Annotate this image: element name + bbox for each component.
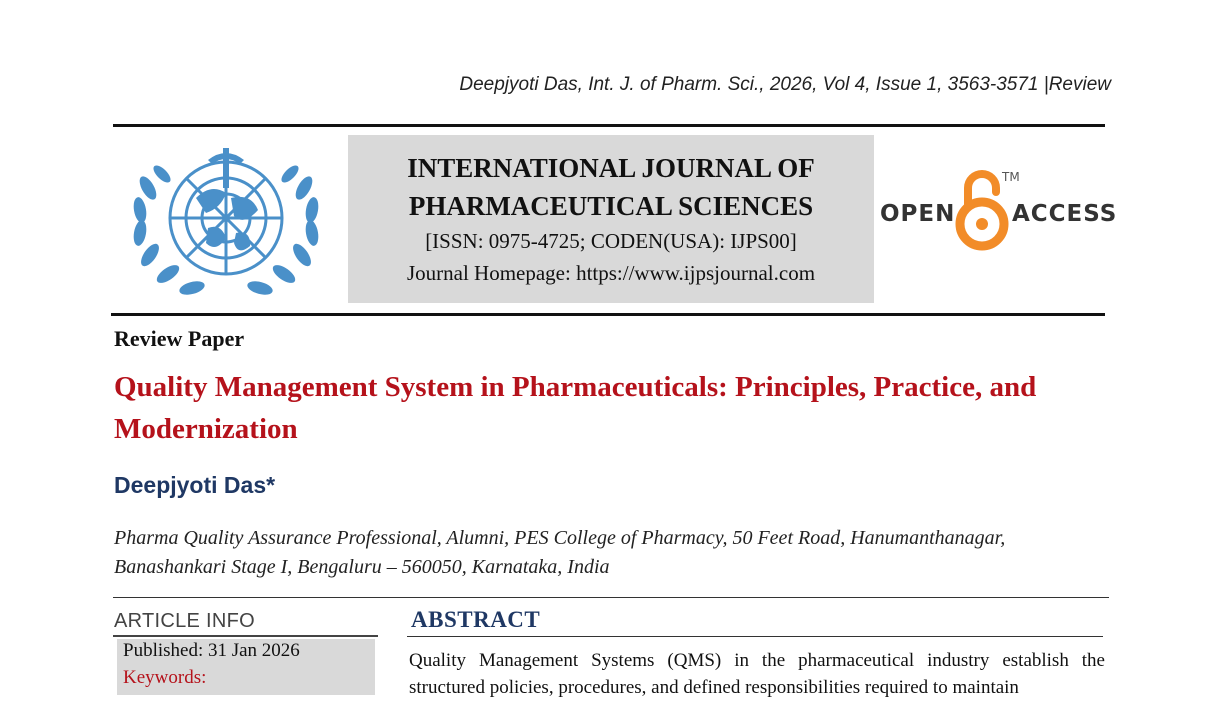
header-rule-bottom [111,313,1105,316]
abstract-text: Quality Management Systems (QMS) in the pharmaceutical industry establish the structured policies, procedures, and defined responsibilities required to maintain [409,650,1105,698]
affiliation-line2: Banashankari Stage I, Bengaluru – 560050, Karnataka, India [114,556,610,578]
article-info-heading: ARTICLE INFO [114,610,256,632]
section-divider [113,597,1109,598]
header-rule-top [113,124,1105,127]
author-affiliation [114,524,1109,582]
published-date: Published: 31 Jan 2026 [123,640,300,661]
trademark-mark: TM [1002,170,1020,184]
abstract-heading: ABSTRACT [411,607,541,632]
journal-issn: [ISSN: 0975-4725; CODEN(USA): IJPS00] [425,229,797,253]
article-title: Quality Management System in Pharmaceuticals: Principles, Practice, and Modernization [114,371,1037,445]
journal-title-line1: INTERNATIONAL JOURNAL OF [407,153,815,183]
abstract-rule [407,636,1103,637]
journal-title-line2: PHARMACEUTICAL SCIENCES [408,191,814,221]
open-access-access-word: ACCESS [1012,201,1118,227]
article-author: Deepjyoti Das* [114,472,276,498]
keywords-label: Keywords: [123,667,207,688]
open-access-open-word: OPEN [880,201,956,227]
journal-emblem-icon [126,138,326,306]
running-citation: Deepjyoti Das, Int. J. of Pharm. Sci., 2026, Vol 4, Issue 1, 3563-3571 |Review [459,74,1111,95]
article-info-rule [113,635,378,637]
journal-homepage: Journal Homepage: https://www.ijpsjournal.com [406,261,816,285]
article-type: Review Paper [114,326,245,351]
journal-masthead [348,135,874,303]
open-access-logo [878,166,1118,256]
affiliation-line1: Pharma Quality Assurance Professional, Alumni, PES College of Pharmacy, 50 Feet Road, Hanumanthanagar, [114,527,1006,549]
